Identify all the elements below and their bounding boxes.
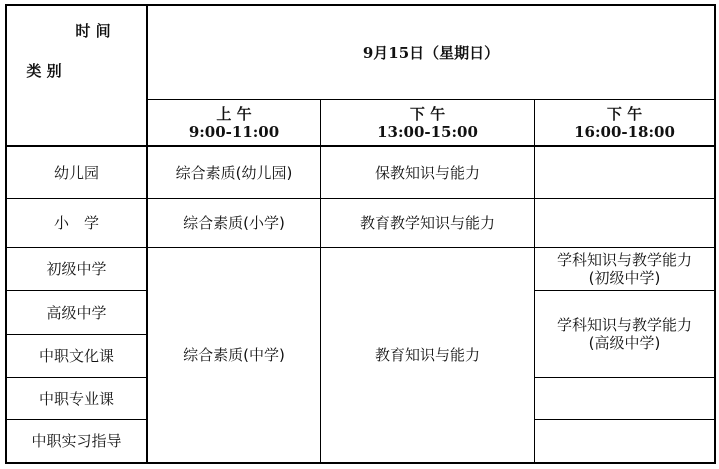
table-border-bottom [5,462,716,464]
session-time: 16:00-18:00 [574,122,675,141]
session-label: 下 午 [409,104,446,123]
divider-evening-2 [534,377,716,378]
session-label: 下 午 [606,104,643,123]
table-border-right [714,4,716,464]
session-header-evening [535,100,714,145]
divider-evening-3 [534,419,716,420]
corner-category-label: 类 别 [26,62,62,80]
category-junior-secondary: 初级中学 [46,260,107,278]
subject-line: 学科知识与教学能力 [556,316,692,334]
exam-date: 9月15日（星期日） [362,43,500,62]
category-kindergarten: 幼儿园 [53,163,99,182]
category-vocational-culture: 中职文化课 [38,347,114,365]
session-time: 9:00-11:00 [188,122,280,141]
subject-kindergarten-afternoon: 保教知识与能力 [374,163,480,182]
session-time: 13:00-15:00 [377,122,478,141]
category-vocational-internship: 中职实习指导 [31,432,122,450]
category-senior-secondary: 高级中学 [46,303,107,322]
subject-junior-evening [535,248,714,290]
subject-primary-afternoon: 教育教学知识与能力 [359,214,495,232]
subject-senior-evening [535,291,714,377]
session-header-afternoon [321,100,534,145]
subject-line: (初级中学) [588,269,661,287]
category-primary: 小 学 [53,214,99,232]
subject-kindergarten-morning: 综合素质(幼儿园) [175,163,293,182]
subject-secondary-afternoon: 教育知识与能力 [374,346,480,364]
subject-secondary-morning: 综合素质(中学) [183,346,285,364]
subject-primary-morning: 综合素质(小学) [183,214,285,232]
session-label: 上 午 [216,104,252,123]
session-header-morning [148,100,320,145]
category-vocational-major: 中职专业课 [38,389,114,408]
corner-time-label: 时 间 [75,22,111,40]
subject-line: 学科知识与教学能力 [556,251,692,269]
subject-line: (高级中学) [588,334,661,352]
